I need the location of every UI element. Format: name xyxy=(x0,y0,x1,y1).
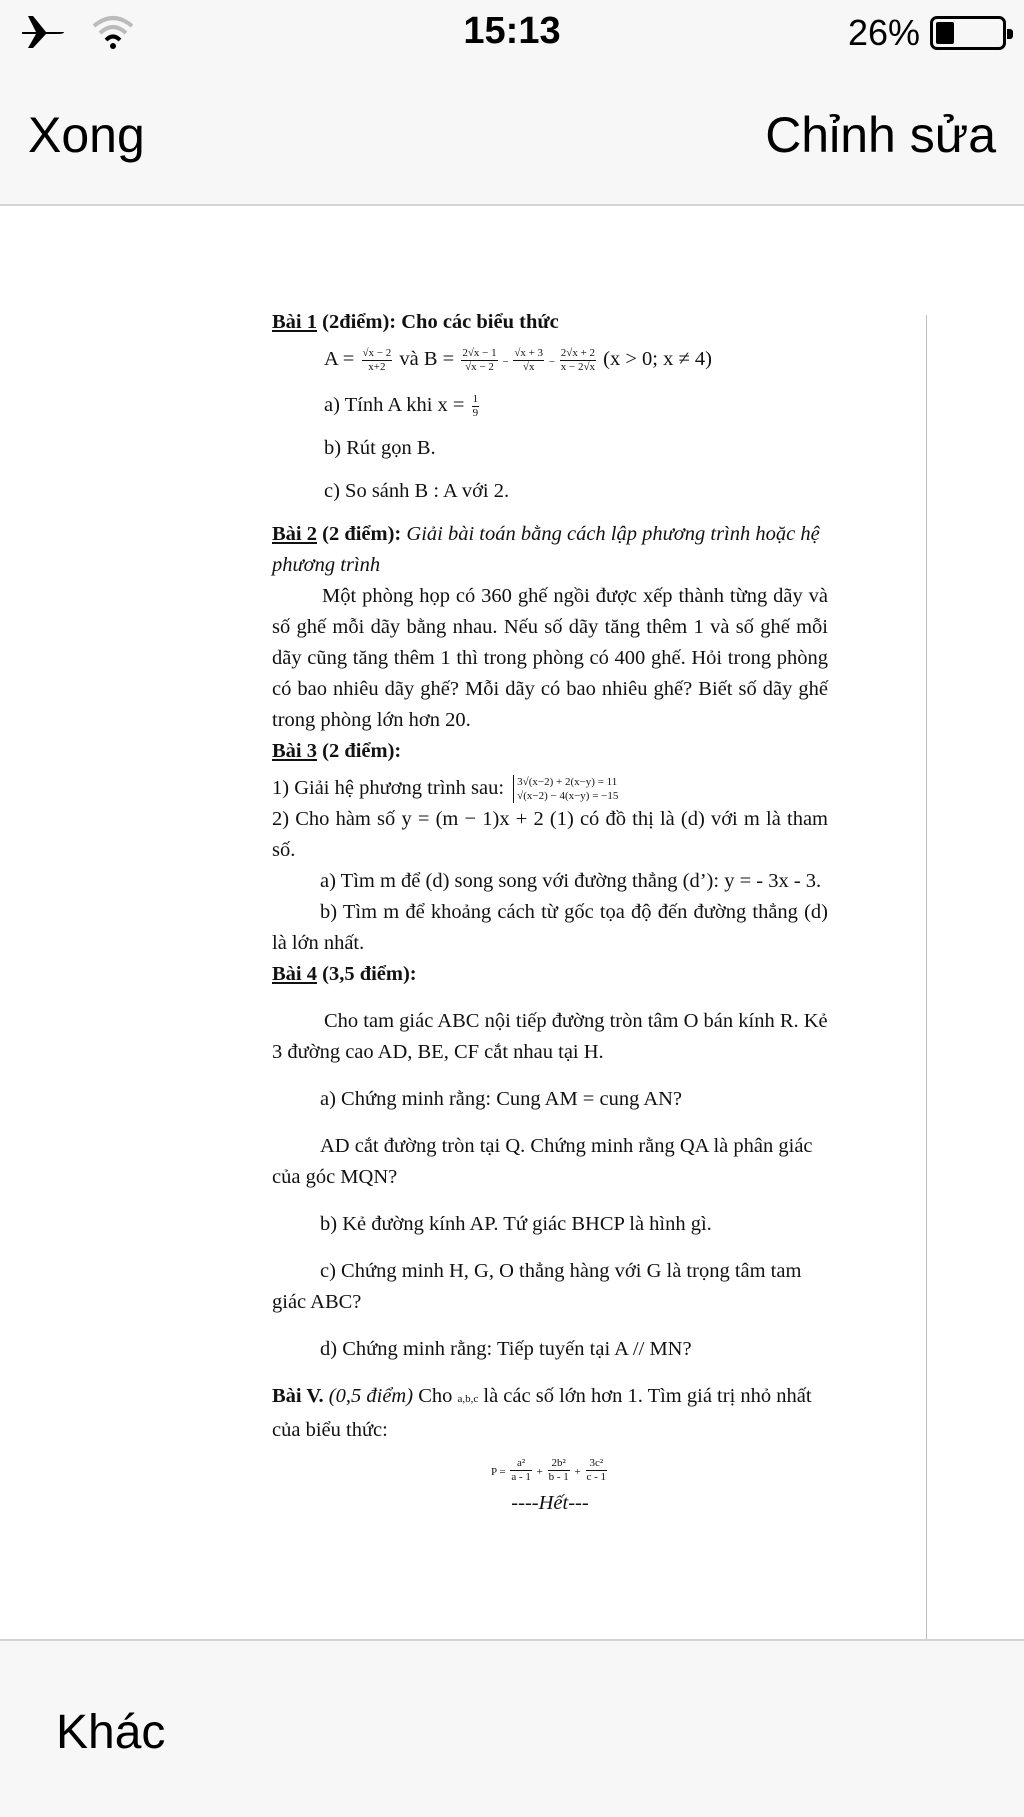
bai2-body: Một phòng họp có 360 ghế ngồi được xếp thành từng dãy và số ghế mỗi dãy bằng nhau. Nếu số dãy tăng thêm 1 và số ghế mỗi dãy cũng tăng thêm 1 thì trong phòng có 400 ghế. Hỏi trong phòng có bao nhiêu dãy ghế? Mỗi dãy có bao nhiêu ghế? Biết số dãy ghế trong phòng lớn hơn 20. xyxy=(272,585,828,731)
fraction-p3: $\frac{\text{3c²}}{c - 1}$ xyxy=(586,1456,607,1483)
bottom-toolbar xyxy=(0,1639,1024,1817)
bai1-heading: Bài 1 (2điểm): Cho các biểu thức xyxy=(272,311,559,333)
bai4-question-a: a) Chứng minh rằng: Cung AM = cung AN? xyxy=(320,1088,683,1110)
document-page xyxy=(272,307,828,1519)
battery-icon xyxy=(930,16,1006,50)
bai3-question-b: b) Tìm m để khoảng cách từ gốc tọa độ đến đường thẳng (d) là lớn nhất. xyxy=(272,901,828,954)
bai4-heading: Bài 4 (3,5 điểm): xyxy=(272,963,417,985)
bai1-question-a: a) Tính A khi x = $\frac{1}{9}$ xyxy=(324,392,479,419)
status-time: 15:13 xyxy=(463,10,561,52)
more-button[interactable]: Khác xyxy=(56,1706,166,1759)
fraction-b1: $\frac{2√x - 1}{√x - 2}$ xyxy=(462,346,497,373)
bai1-question-c: c) So sánh B : A với 2. xyxy=(324,480,510,502)
fraction-p1: $\frac{\text{a²}}{a - 1}$ xyxy=(511,1456,531,1483)
bai4-question-b: b) Kẻ đường kính AP. Tứ giác BHCP là hình gì. xyxy=(320,1213,712,1235)
battery-percent: 26% xyxy=(847,12,920,53)
bai3-heading: Bài 3 (2 điểm): xyxy=(272,740,402,762)
document-viewer[interactable] xyxy=(0,207,1024,1639)
done-button[interactable]: Xong xyxy=(28,107,145,163)
bai4-question-c: c) Chứng minh H, G, O thẳng hàng với G là trọng tâm tam giác ABC? xyxy=(272,1260,802,1313)
bai1-question-b: b) Rút gọn B. xyxy=(324,437,436,459)
status-bar xyxy=(0,0,1024,66)
battery-level xyxy=(936,22,954,44)
end-text: ----Hết--- xyxy=(511,1492,589,1514)
fraction-b2: $\frac{√x + 3}{√x}$ xyxy=(514,346,544,373)
page-edge xyxy=(926,315,927,1639)
battery-tip xyxy=(1007,29,1013,39)
fraction-a: $\frac{√x - 2}{x+2}$ xyxy=(362,346,392,373)
fraction-p2: $\frac{\text{2b²}}{b - 1}$ xyxy=(548,1456,569,1483)
fraction-one-ninth: $\frac{1}{9}$ xyxy=(472,392,479,419)
status-right xyxy=(848,12,1006,54)
bai5-text: Bài V. (0,5 điểm) Cho a,b,c là các số lớn hơn 1. Tìm giá trị nhỏ nhất của biểu thức: xyxy=(272,1385,812,1441)
bai3-question-1: 1) Giải hệ phương trình sau: 3√(x−2) + 2(x−y) = 11 √(x−2) − 4(x−y) = −15 xyxy=(272,776,619,803)
equation-system: 3√(x−2) + 2(x−y) = 11 √(x−2) − 4(x−y) = −15 xyxy=(513,775,618,803)
fraction-b3: $\frac{2√x + 2}{x - 2√x}$ xyxy=(560,346,596,373)
bai4-intro: Cho tam giác ABC nội tiếp đường tròn tâm O bán kính R. Kẻ 3 đường cao AD, BE, CF cắt nhau tại H. xyxy=(272,1010,828,1063)
bai3-question-a: a) Tìm m để (d) song song với đường thẳng (d’): y = - 3x - 3. xyxy=(320,870,822,892)
bai1-expressions: A = $\frac{√x - 2}{x+2}$ và B = $\frac{2√x - 1}{√x - 2}$ − $\frac{√x + 3}{√x}$ − $\frac{2√x + 2}{x - 2√x}$ (x > 0; x ≠ 4) xyxy=(324,346,712,373)
edit-button[interactable]: Chỉnh sửa xyxy=(765,107,996,163)
bai4-question-d: d) Chứng minh rằng: Tiếp tuyến tại A // MN? xyxy=(320,1338,692,1360)
nav-bar xyxy=(0,66,1024,206)
bai3-question-2: 2) Cho hàm số y = (m − 1)x + 2 (1) có đồ thị là (d) với m là tham số. xyxy=(272,808,828,861)
bai5-expression: P = $\frac{\text{a²}}{a - 1}$ + $\frac{\text{2b²}}{b - 1}$ + $\frac{\text{3c²}}{c - 1}$ xyxy=(490,1456,607,1483)
bai4-question-a2: AD cắt đường tròn tại Q. Chứng minh rằng QA là phân giác của góc MQN? xyxy=(272,1135,813,1188)
bai2-heading: Bài 2 (2 điểm): Giải bài toán bằng cách lập phương trình hoặc hệ phương trình xyxy=(272,523,820,576)
